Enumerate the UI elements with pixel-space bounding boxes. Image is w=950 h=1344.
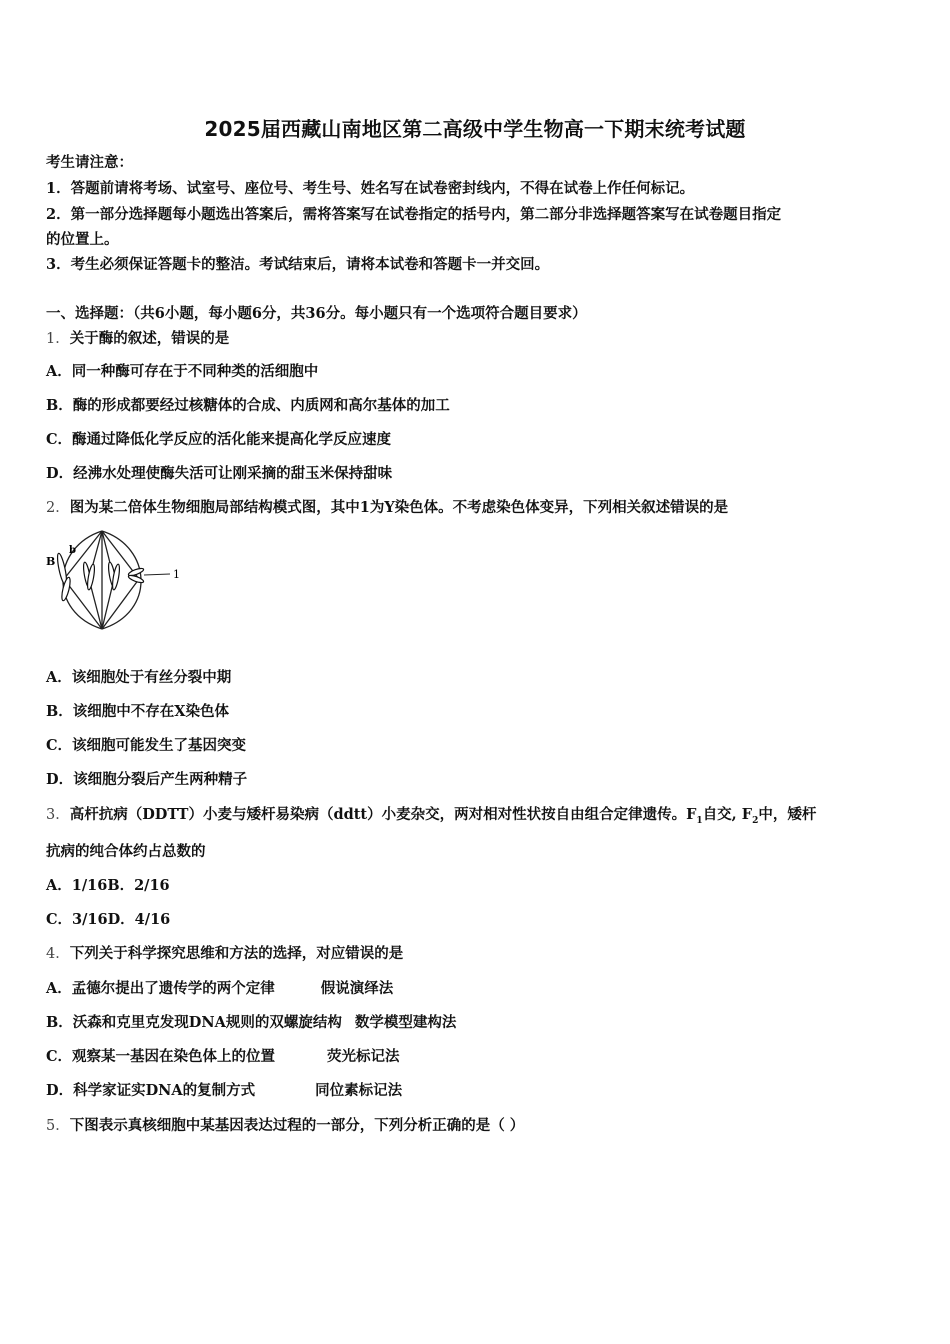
question-3-text-1: 高杆抗病（DDTT）小麦与矮杆易染病（ddtt）小麦杂交，两对相对性状按自由组合定律遗传。F <box>69 806 697 823</box>
question-4-option-d-text: D．科学家证实DNA的复制方式 <box>46 1082 256 1099</box>
question-4-option-b-text: B．沃森和克里克发现DNA规则的双螺旋结构 <box>46 1014 342 1031</box>
question-4-option-b-method: 数学模型建构法 <box>354 1014 457 1031</box>
fig-label-b: b <box>69 545 76 556</box>
question-2-option-c: C．该细胞可能发生了基因突变 <box>46 737 247 754</box>
question-3-text-3: 中，矮杆 <box>758 806 817 823</box>
question-4-option-b <box>46 1011 456 1032</box>
exam-title: 2025届西藏山南地区第二高级中学生物高一下期末统考试题 <box>204 117 746 141</box>
question-2-text: 图为某二倍体生物细胞局部结构模式图，其中1为Y染色体。不考虑染色体变异，下列相关叙述错误的是 <box>69 499 729 516</box>
question-1-number: 1． <box>46 331 70 347</box>
f1-subscript: 1 <box>696 815 703 826</box>
question-3-options-ab: A．1/16B．2/16 <box>46 877 170 894</box>
question-4-option-c <box>46 1045 400 1066</box>
notice-item-3: 3．考生必须保证答题卡的整洁。考试结束后，请将本试卷和答题卡一并交回。 <box>46 256 550 273</box>
question-5-stem <box>46 1114 524 1135</box>
question-1-text: 关于酶的叙述，错误的是 <box>69 330 230 347</box>
question-3-options-cd: C．3/16D．4/16 <box>46 911 171 928</box>
question-4-number: 4． <box>46 946 70 962</box>
question-1-option-c: C．酶通过降低化学反应的活化能来提高化学反应速度 <box>46 431 392 448</box>
question-4-text: 下列关于科学探究思维和方法的选择，对应错误的是 <box>69 945 404 962</box>
question-4-option-a <box>46 977 393 998</box>
question-4-option-a-text: A．孟德尔提出了遗传学的两个定律 <box>46 980 275 997</box>
question-1-option-a: A．同一种酶可存在于不同种类的活细胞中 <box>46 363 319 380</box>
question-1-option-d: D．经沸水处理使酶失活可让刚采摘的甜玉米保持甜味 <box>46 465 393 482</box>
section-heading: 一、选择题：（共6小题，每小题6分，共36分。每小题只有一个选项符合题目要求） <box>46 305 587 322</box>
question-5-number: 5． <box>46 1118 70 1134</box>
notice-item-1: 1．答题前请将考场、试室号、座位号、考生号、姓名写在试卷密封线内，不得在试卷上作任何标记。 <box>46 180 695 197</box>
notice-item-2b: 的位置上。 <box>46 231 119 248</box>
question-3-text-2: 自交, F <box>702 806 753 823</box>
question-2-number: 2． <box>46 500 70 516</box>
question-4-option-c-method: 荧光标记法 <box>327 1048 400 1065</box>
f2-subscript: 2 <box>752 815 759 826</box>
question-4-option-d-method: 同位素标记法 <box>315 1082 403 1099</box>
notice-item-2a: 2．第一部分选择题每小题选出答案后，需将答案写在试卷指定的括号内，第二部分非选择题答案写在试卷题目指定 <box>46 206 782 223</box>
question-3-stem <box>46 803 816 826</box>
question-3-number: 3． <box>46 807 70 823</box>
question-4-option-d <box>46 1079 402 1100</box>
question-2-option-a: A．该细胞处于有丝分裂中期 <box>46 669 232 686</box>
question-2-stem <box>46 496 728 517</box>
question-2-option-b: B．该细胞中不存在X染色体 <box>46 703 230 720</box>
fig-label-1: 1 <box>173 568 180 581</box>
question-4-option-a-method: 假说演绎法 <box>320 980 394 997</box>
question-1-stem <box>46 327 229 348</box>
question-3-stem-line2: 抗病的纯合体约占总数的 <box>46 843 206 860</box>
fig-label-B: B <box>46 555 56 568</box>
chromosome-diagram <box>44 527 184 632</box>
question-1-option-b: B．酶的形成都要经过核糖体的合成、内质网和高尔基体的加工 <box>46 397 450 414</box>
question-5-text: 下图表示真核细胞中某基因表达过程的一部分，下列分析正确的是（ ） <box>69 1117 525 1134</box>
question-2-option-d: D．该细胞分裂后产生两种精子 <box>46 771 248 788</box>
question-4-option-c-text: C．观察某一基因在染色体上的位置 <box>46 1048 276 1065</box>
notice-heading: 考生请注意： <box>46 154 133 171</box>
question-4-stem <box>46 942 403 963</box>
label-leader-line <box>144 574 170 575</box>
